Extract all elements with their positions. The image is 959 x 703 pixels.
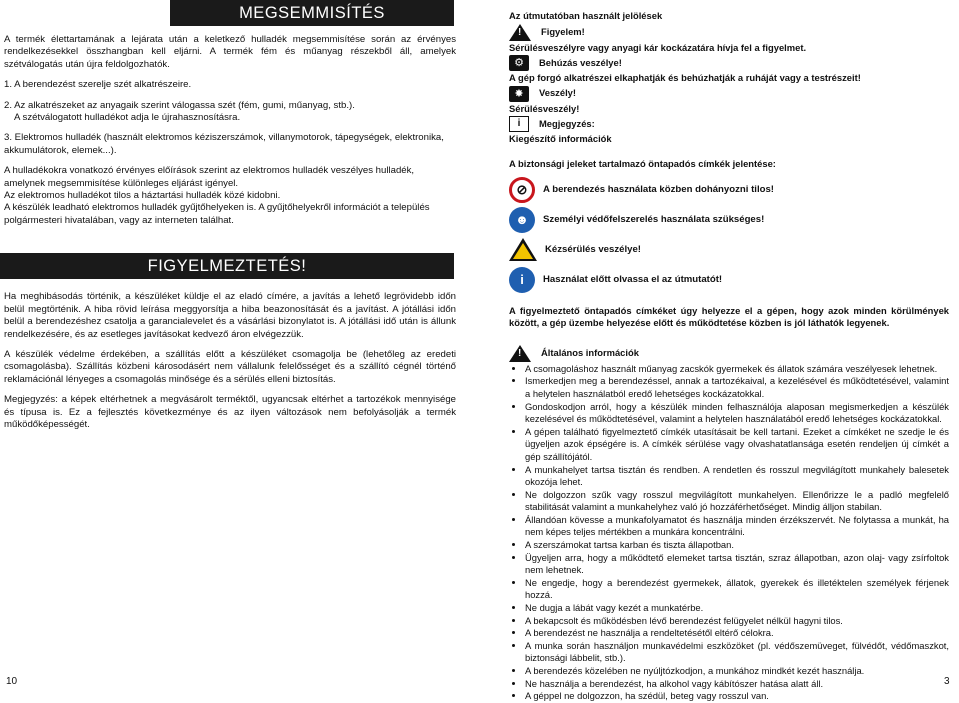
right-page (509, 0, 949, 703)
list-item: • A munkahelyet tartsa tisztán és rendben. A rendetlen és rosszul megvilágított munkahely balesetek okozója lehet. (525, 464, 949, 489)
list-item: • Ügyeljen arra, hogy a működtető elemeket tartsa tisztán, szraz állapotban, azon olaj- vagy zsírfoltok nem lehetnek. (525, 552, 949, 577)
list-item: • A szerszámokat tartsa karban és tiszta állapotban. (525, 539, 949, 552)
symbol-attention-text: Sérülésveszélyre vagy anyagi kár kockázatára hívja fel a figyelmet. (509, 41, 807, 53)
label-protective-gear: ☻ Személyi védőfelszerelés használata szükséges! (509, 205, 949, 235)
page-number-right: 3 (944, 676, 950, 687)
symbol-entanglement: ⚙ Behúzás veszélye! (509, 55, 949, 71)
general-info-heading: ! Általános információk (509, 345, 949, 362)
list-item: • A géppel ne dolgozzon, ha szédül, beteg vagy rosszul van. (525, 690, 949, 703)
list-item: • A berendezés közelében ne nyúljtózkodjon, a munkához mindkét kezét használja. (525, 665, 949, 678)
warning-triangle-icon (509, 345, 531, 362)
disposal-step-3: 3. Elektromos hulladék (használt elektromos kéziszerszámok, villanymotorok, tápegységek, elektronika, akkumulátorok, elemek...). (4, 132, 444, 156)
list-item: • A csomagoláshoz használt műanyag zacskók gyermekek és állatok számára veszélyesek lehetnek. (525, 363, 949, 376)
read-manual-icon: i (509, 267, 535, 293)
symbol-attention: ! Figyelem! (509, 24, 949, 41)
list-item: • Ne dolgozzon szűk vagy rosszul megvilágított munkahelyen. Ellenőrizze le a padló megfelelő stabilitását valamint a munkahelyhez való jó hozzáférhetőséget. Mindig álljon stabilan. (525, 489, 949, 514)
protective-gear-icon: ☻ (509, 207, 535, 233)
label-no-smoking: ⊘ A berendezés használata közben dohányozni tilos! (509, 175, 949, 205)
list-item: • A bekapcsolt és működésben lévő berendezést felügyelet nélkül hagyni tilos. (525, 615, 949, 628)
note-paragraph: Megjegyzés: a képek eltérhetnek a megvásárolt terméktől, ugyancsak eltérhet a tartozékok mennyisége és típusa is. Ez a fejlesztés következménye és az ilyen változások nem befolyásolják a termék működőképességét. (4, 394, 456, 430)
list-item: • A gépen található figyelmeztető címkék utasításait be kell tartani. Ezeket a címkéket ne szedje le és ügyeljen azok épségére is. A címkék sérülése vagy olvashatatlansága esetén rendeljen új címkét a gép szállítójától. (525, 426, 949, 464)
list-item: • Ne engedje, hogy a berendezést gyermekek, állatok, gyerekek és illetéktelen személyek férjenek hozzá. (525, 577, 949, 602)
list-item: • Ne dugja a lábát vagy kezét a munkatérbe. (525, 602, 949, 615)
warning-triangle-icon (509, 24, 531, 41)
labels-heading: A biztonsági jeleket tartalmazó öntapadós címkék jelentése: (509, 157, 776, 169)
symbols-heading: Az útmutatóban használt jelölések (509, 10, 663, 21)
disposal-step-2-note: A szétválogatott hulladékot adja le újrahasznosításra. (14, 112, 241, 124)
list-item: • Állandóan kövesse a munkafolyamatot és használja minden érzékszervét. Ne folytassa a munkát, ha nem képes teljes mértékben a munkára koncentrálni. (525, 514, 949, 539)
left-page (0, 0, 456, 431)
label-read-manual: i Használat előtt olvassa el az útmutatót! (509, 265, 949, 295)
disposal-step-1: 1. A berendezést szerelje szét alkatrészeire. (4, 79, 192, 91)
book-icon: i (509, 116, 529, 132)
symbol-note-text: Kiegészítő információk (509, 133, 612, 145)
sticker-note: A figyelmeztető öntapadós címkéket úgy helyezze el a gépen, hogy azok minden körülmények között, a gép üzembe helyezése előtt és működtetése közben is jól láthatók legyenek. (509, 304, 949, 329)
symbol-danger: ✸ Veszély! (509, 86, 949, 102)
entanglement-icon: ⚙ (509, 55, 529, 71)
shipping-paragraph: A készülék védelme érdekében, a szállítás előtt a készüléket csomagolja be (lehetőleg az eredeti csomagolásba). Szállítás közbeni károsodásért nem vállalunk felelősséget és a szállító cégnél történő reklamációnál lényeges a csomagolás minősége és a sérülés elleni biztosítás. (4, 348, 456, 385)
disposal-title: MEGSEMMISÍTÉS (170, 0, 454, 26)
list-item: • A munka során használjon munkavédelmi eszközöket (pl. védőszemüveget, fülvédőt, védőmaszkot, biztonsági lábbelit, stb.). (525, 640, 949, 665)
no-smoking-icon: ⊘ (509, 177, 535, 203)
list-item: • Ismerkedjen meg a berendezéssel, annak a tartozékaival, a kezelésével és működtetésével, valamint a helytelen használatból eredő lehetséges kockázatokkal. (525, 375, 949, 400)
disposal-intro: A termék élettartamának a lejárata után a keletkező hulladék megsemmisítése során az érvényes rendelkezésekkel összhangban kell eljárni. A termék fém és műanyag részekből áll, amelyek szétválogatás után újra feldolgozhatók. (4, 34, 456, 70)
electric-waste-ban: Az elektromos hulladékot tilos a háztartási hulladék közé kidobni. (4, 190, 281, 202)
list-item: • Gondoskodjon arról, hogy a készülék minden felhasználója alaposan megismerkedjen a készülék kezelésével és működtetésével, valamint a helytelen használatából eredő lehetséges kockázatokkal. (525, 401, 949, 426)
page-number-left: 10 (6, 676, 18, 687)
list-item: • Ne használja a berendezést, ha alkohol vagy kábítószer hatása alatt áll. (525, 678, 949, 691)
warranty-paragraph: Ha meghibásodás történik, a készüléket küldje el az eladó címére, a javítás a lehető legrövidebb időn belül megtörténik. A hiba rövid leírása meggyorsítja a hiba beazonosítását és a javítást. A jótállási időn belül a berendezéshez csatolja a garancialevelet és a vásárlási bizonylatot is. A jótállási idő után is állunk rendelkezésére, és az esetleges javításokat kedvező áron elvégezzük. (4, 291, 456, 340)
general-info-list (509, 363, 949, 703)
list-item: • A berendezést ne használja a rendeltetésétől eltérő célokra. (525, 627, 949, 640)
symbol-note: i Megjegyzés: (509, 116, 949, 132)
danger-burst-icon: ✸ (509, 86, 529, 102)
disposal-step-2: 2. Az alkatrészeket az anyagaik szerint válogassa szét (fém, gumi, műanyag, stb.). (4, 99, 355, 111)
label-hand-injury: Kézsérülés veszélye! (509, 235, 949, 265)
hand-injury-icon (509, 238, 537, 261)
warning-title: FIGYELMEZTETÉS! (0, 253, 454, 279)
symbol-danger-text: Sérülésveszély! (509, 102, 580, 114)
collection-info: A készülék leadható elektromos hulladék gyűjtőhelyeken is. A gyűjtőhelyekről információt a település polgármesteri hivatalában, vagy az interneten találhat. (4, 202, 430, 226)
electric-waste-rule: A hulladékokra vonatkozó érvényes előírások szerint az elektromos hulladék veszélyes hulladék, amelynek megsemmisítése különleges eljárást igényel. (4, 165, 415, 189)
symbol-entanglement-text: A gép forgó alkatrészei elkaphatják és behúzhatják a ruháját vagy a testrészeit! (509, 72, 861, 84)
